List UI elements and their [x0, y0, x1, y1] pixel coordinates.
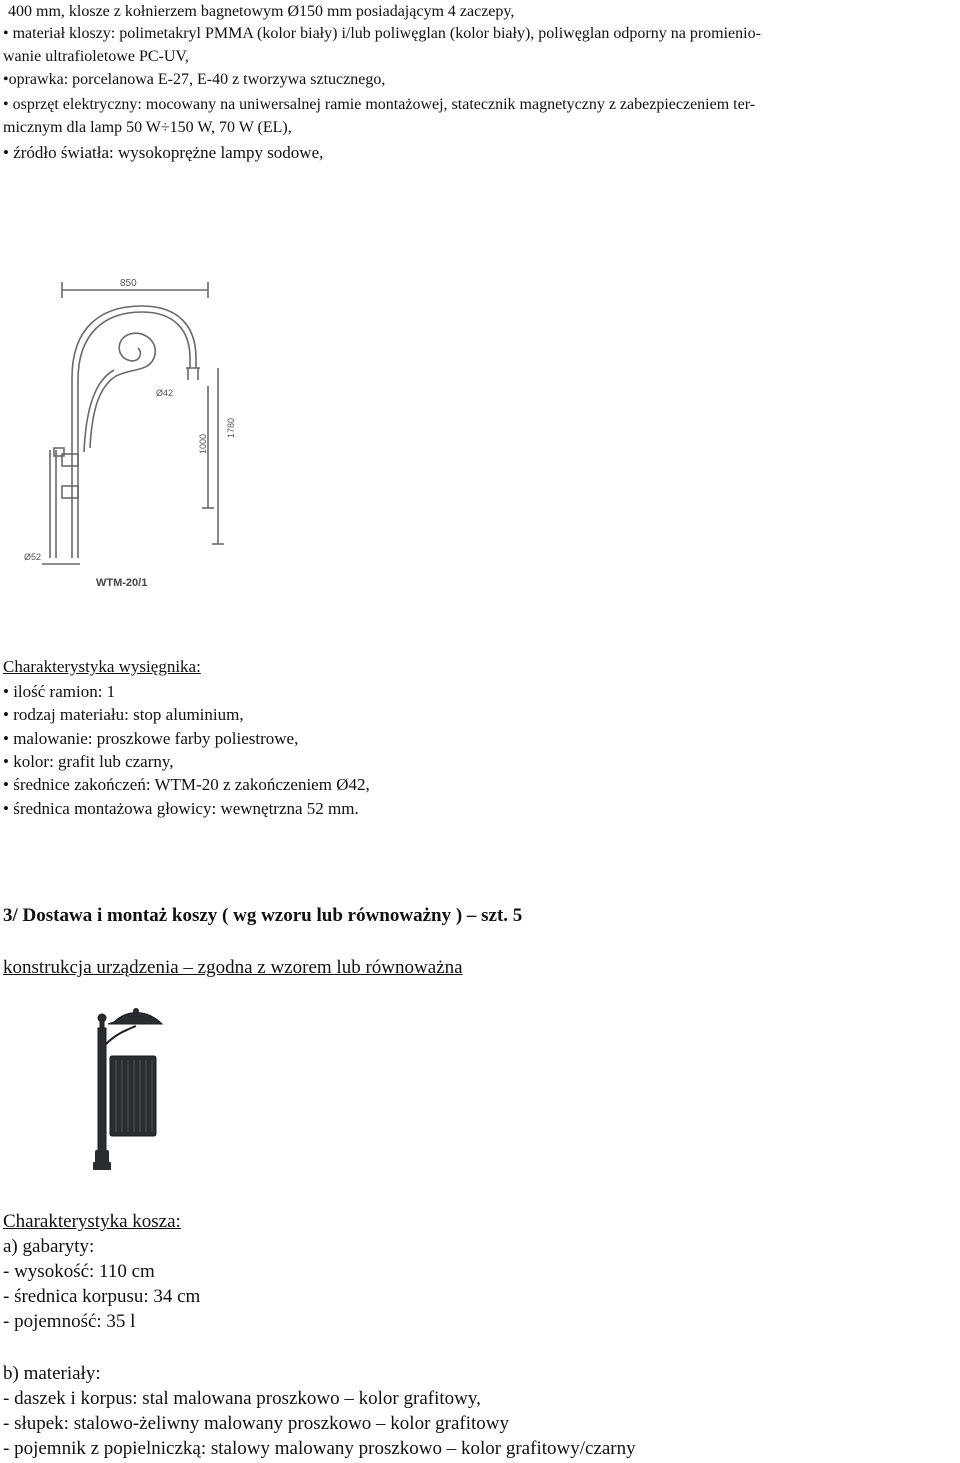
bin-materials-label: b) materiały:	[3, 1363, 101, 1384]
bin-roof	[108, 1013, 162, 1025]
end-diameter-label: Ø42	[156, 388, 174, 398]
model-label: WTM-20/1	[96, 577, 148, 589]
total-height-label: 1780	[226, 417, 236, 438]
spec-line-7: • źródło światła: wysokoprężne lampy sodowe,	[3, 143, 324, 162]
arm-technical-drawing	[20, 268, 260, 598]
bin-material-container: - pojemnik z popielniczką: stalowy malowany proszkowo – kolor grafitowy/czarny	[3, 1438, 636, 1459]
bin-pole	[98, 1028, 106, 1160]
bin-dimension-height: - wysokość: 110 cm	[3, 1261, 155, 1282]
arm-item-1: • ilość ramion: 1	[3, 682, 116, 701]
bin-dimension-capacity: - pojemność: 35 l	[3, 1311, 136, 1332]
spec-line-2: • materiał kloszy: polimetakryl PMMA (kolor biały) i/lub poliwęglan (kolor biały), poliwęglan odporny na promienio-	[3, 25, 761, 42]
mount-diameter-label: Ø52	[24, 552, 42, 562]
bin-material-roof: - daszek i korpus: stal malowana proszkowo – kolor grafitowy,	[3, 1388, 481, 1409]
spec-line-1: 400 mm, klosze z kołnierzem bagnetowym Ø150 mm posiadającym 4 zaczepy,	[8, 3, 515, 20]
bins-section-subheading: konstrukcja urządzenia – zgodna z wzorem lub równoważna	[3, 957, 463, 978]
arm-item-5: • średnice zakończeń: WTM-20 z zakończeniem Ø42,	[3, 775, 370, 794]
width-dimension-label: 850	[120, 278, 137, 289]
arm-item-2: • rodzaj materiału: stop aluminium,	[3, 705, 244, 724]
spec-line-5: • osprzęt elektryczny: mocowany na uniwersalnej ramie montażowej, statecznik magnetyczny z zabezpieczeniem ter-	[3, 96, 756, 113]
spec-line-4: •oprawka: porcelanowa E-27, E-40 z tworzywa sztucznego,	[3, 71, 386, 88]
arm-item-3: • malowanie: proszkowe farby poliestrowe,	[3, 729, 299, 748]
bin-section-heading: Charakterystyka kosza:	[3, 1211, 181, 1232]
bins-section-heading: 3/ Dostawa i montaż koszy ( wg wzoru lub równoważny ) – szt. 5	[3, 905, 523, 926]
spec-line-6: micznym dla lamp 50 W÷150 W, 70 W (EL),	[3, 119, 292, 136]
spec-line-3: wanie ultrafioletowe PC-UV,	[3, 48, 189, 65]
lower-height-label: 1000	[198, 433, 208, 454]
bin-illustration	[86, 1000, 168, 1176]
bin-dimension-diameter: - średnica korpusu: 34 cm	[3, 1286, 201, 1307]
arm-item-4: • kolor: grafit lub czarny,	[3, 752, 174, 771]
bin-material-pole: - słupek: stalowo-żeliwny malowany proszkowo – kolor grafitowy	[3, 1413, 510, 1434]
bin-body	[110, 1056, 156, 1136]
arm-section-heading: Charakterystyka wysięgnika:	[3, 657, 201, 676]
bin-dimensions-label: a) gabaryty:	[3, 1236, 95, 1257]
arm-item-6: • średnica montażowa głowicy: wewnętrzna 52 mm.	[3, 799, 359, 818]
